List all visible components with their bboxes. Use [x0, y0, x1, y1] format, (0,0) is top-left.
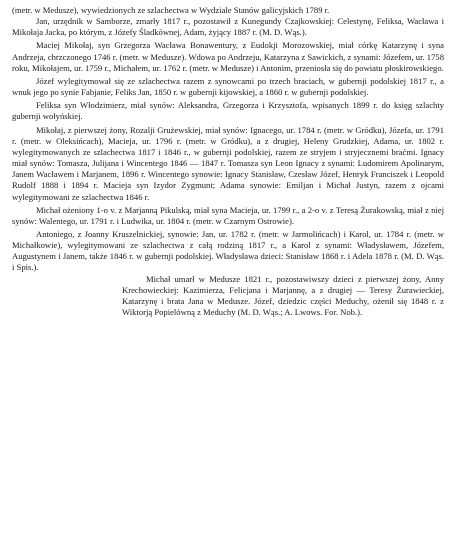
paragraph-7: Michał ożeniony 1-o v. z Marjanną Pikulską, miał syna Macieja, ur. 1799 r., a 2-o v. z Teresą Żurakowską, miał z niej synów: Walentego, ur. 1791 r. i Ludwika, ur. 1804 r. (metr. w Czarnym Ostrowie).	[12, 204, 444, 226]
paragraph-2: Jan, urzędnik w Samborze, zmarły 1817 r., pozostawił z Kunegundy Czajkowskiej: Celestynę, Feliksa, Wacława i Mikołaja Jacka, po którym, z Józefy Śladkównej, Adam, żyjący 1887 r. (M. D. Wąs.).	[12, 16, 444, 38]
page-body	[12, 5, 444, 318]
paragraph-5: Feliksa syn Włodzimierz, miał synów: Aleksandra, Grzegorza i Krzysztofa, wpisanych 1899 r. do księg szlachty gubernji wołyńskiej.	[12, 100, 444, 122]
paragraph-1: (metr. w Medusze), wywiedzionych ze szlachectwa w Wydziale Stanów galicyjskich 1789 r.	[12, 5, 330, 15]
paragraph-6: Mikołaj, z pierwszej żony, Rozalji Grużewskiej, miał synów: Ignacego, ur. 1784 r. (metr. w Gródku), Józefa, ur. 1791 r. (metr. w Oleksińcach), Macieja, ur. 1796 r. (metr. w Gródku), a z drugiej, Heleny Grudzkiej, Adama, ur. 1802 r. wylegitymowanych ze szlachectwa 1817 i 1846 r., w gubernji podolskiej, razem ze stryjem i stryjecznemi braćmi. Ignacy miał synów: Tomasza, Julijana i Wincentego 1846 — 1847 r. Tomasza syn Leon Ignacy z synami: Ludomirem Apolinarym, Janem Wacławem i Marjanem, 1896 r. Wincentego synowie: Ignacy Stanisław, Czesław Józef, Henryk Franciszek i Leopold Rudolf 1888 i 1894 r. Macieja syn Izydor Zygmunt; Adama synowie: Emiljan i Michał Justyn, razem z ojcami wylegitymowani ze szlachectwa 1846 r.	[12, 124, 444, 202]
paragraph-4: Józef wylegitymował się ze szlachectwa razem z synowcami po trzech braciach, w gubernji podolskiej 1817 r., a wnuk jego po synie Fabjanie, Feliks Jan, 1850 r. w gubernji kijowskiej, a 1860 r. w gubernji podolskiej.	[12, 75, 444, 98]
paragraph-9: Michał umarł w Medusze 1821 r., pozostawiwszy dzieci z pierwszej żony, Anny Krechowieckiej: Kazimierza, Felicjana i Marjannę, a z drugiej — Teresy Żurawieckiej, Katarzynę i brata Jana w Medusze. Józef, dziedzic części Meduchy, ożenił się 1848 r. z Wiktorją Popielówną z Meduchy (M. D. Wąs.; A. Lwows. For. Nob.).	[122, 273, 444, 318]
paragraph-8: Antoniego, z Joanny Kruszelnickiej, synowie: Jan, ur. 1782 r. (metr. w Jarmolińcach) i Karol, ur. 1784 r. (metr. w Michałkowie), wylegitymowani ze szlachectwa z całą rodziną 1817 r., a Karol z synami: Władysławem, Józefem, Augustynem i Janem, także 1846 r. w gubernji podolskiej. Władysława dzieci: Stanisław 1868 r. i Adela 1878 r. (M. D. Wąs. i Spis.).	[12, 228, 444, 273]
paragraph-3: Maciej Mikołaj, syn Grzegorza Wacława Bonawentury, z Eudokji Morozowskiej, miał córkę Katarzynę i syna Andrzeja, chrzczonego 1746 r. (metr. w Medusze). Wdowa po Andrzeju, Katarzyna z Sawickich, z synami: Józefem, ur. 1758 roku, Mikołajem, ur. 1759 r., Michałem, ur. 1762 r. (metr. w Medusze) i Antonim, przeniosła się do powiatu płoskirowskiego.	[12, 40, 444, 73]
